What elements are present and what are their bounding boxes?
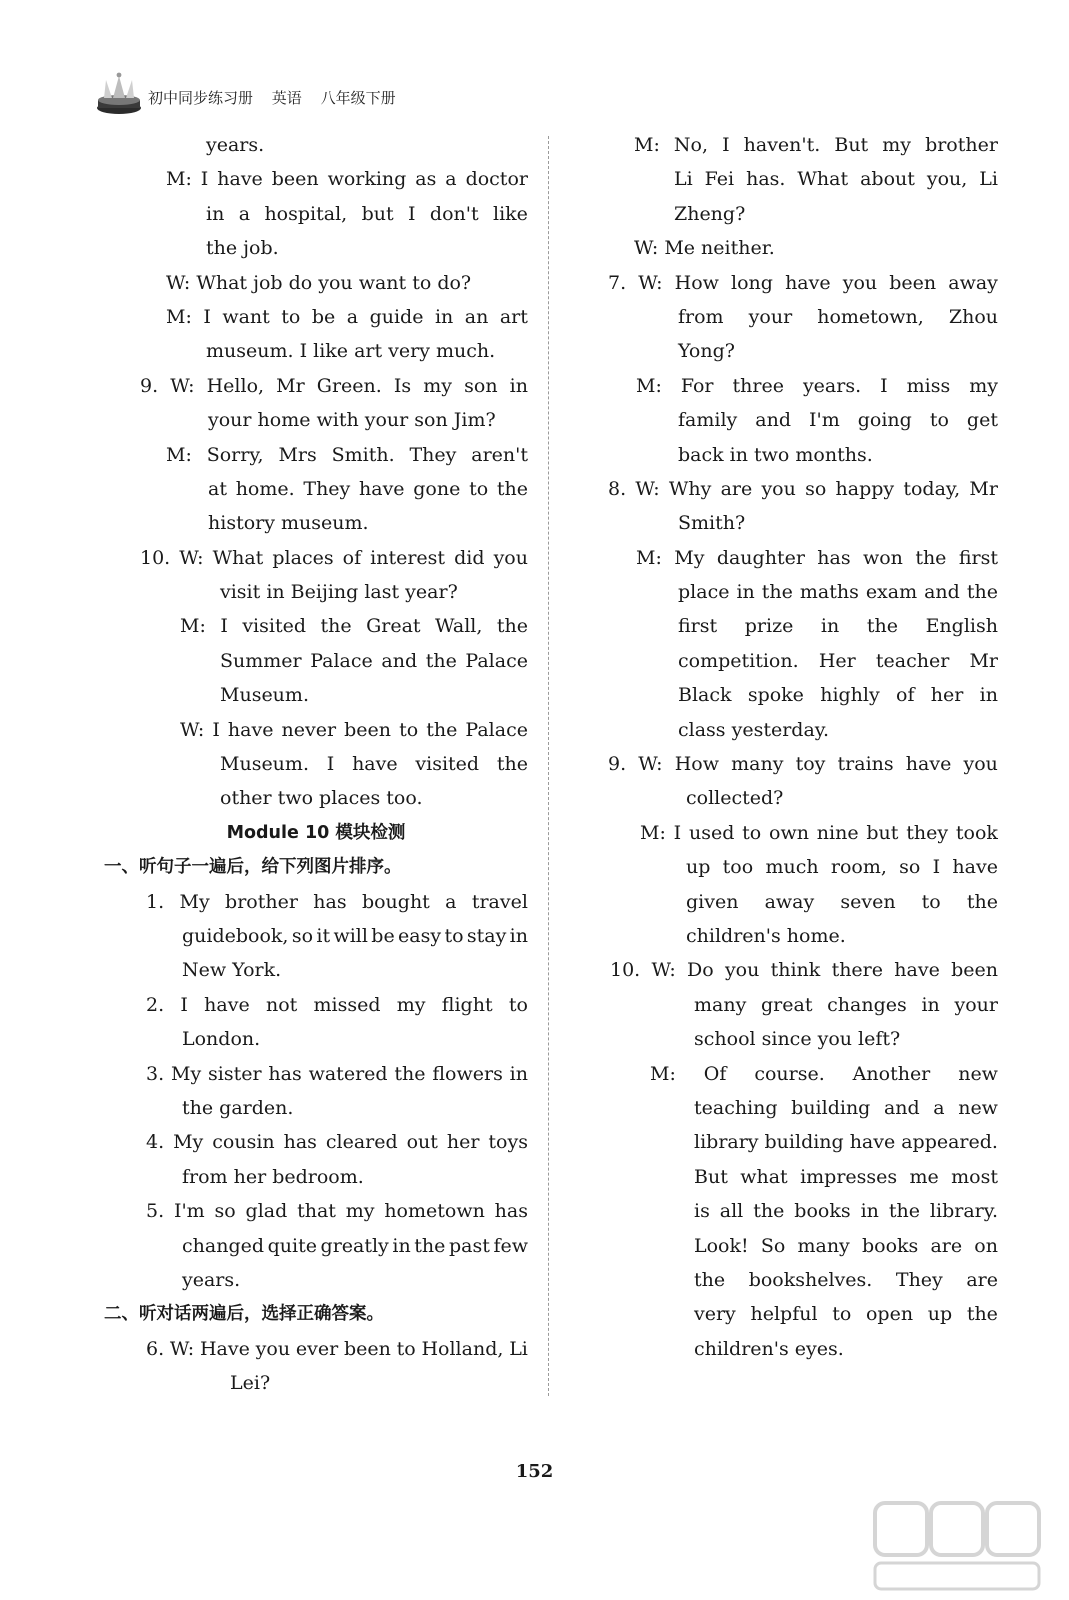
right-column-line: competition. Her teacher Mr [678,649,998,672]
right-column-line: school since you left? [694,1028,901,1051]
right-column-line: is all the books in the library. [694,1200,998,1223]
left-column-line: 1. My brother has bought a travel [146,890,528,913]
left-column-line: history museum. [208,512,369,535]
left-column-line: M: I have been working as a doctor [166,168,528,191]
left-column-line: London. [182,1028,261,1051]
right-column-line: M: Of course. Another new [650,1062,998,1085]
right-column-line: 10. W: Do you think there have been [610,959,998,982]
column-divider [548,136,549,1396]
right-column-line: M: I used to own nine but they took [640,821,998,844]
header-grade: 八年级下册 [320,89,396,107]
left-column-line: 4. My cousin has cleared out her toys [146,1131,528,1154]
page-number: 152 [515,1461,554,1482]
left-column-line: other two places too. [220,787,423,810]
left-column-line: Module 10 模块检测 [226,822,406,843]
right-column-line: the bookshelves. They are [694,1268,998,1291]
left-column-line: Museum. [220,684,309,707]
right-column-line: class yesterday. [678,718,830,741]
left-column-line: 一、听句子一遍后，给下列图片排序。 [104,857,402,878]
left-column-line: M: Sorry, Mrs Smith. They aren't [166,443,528,466]
left-column-line: 3. My sister has watered the flowers in [146,1062,528,1085]
left-column-line: M: I want to be a guide in an art [166,305,528,328]
page-header [96,70,456,118]
left-column-line: New York. [182,959,282,982]
book-logo-icon [96,70,142,116]
right-column-line: M: No, I haven't. But my brother [634,134,998,156]
left-column-line: visit in Beijing last year? [220,581,458,604]
left-column-line: 6. W: Have you ever been to Holland, Li [146,1337,528,1360]
left-column-line: at home. They have gone to the [208,477,528,500]
right-column-line: 9. W: How many toy trains have you [608,753,998,776]
right-column-line: teaching building and a new [694,1096,998,1119]
right-column-line: given away seven to the [686,890,998,913]
right-column-line: Yong? [678,340,735,363]
watermark-logo [855,1495,1055,1595]
right-column-line: family and I'm going to get [678,409,998,432]
left-column-line: the garden. [182,1096,294,1119]
header-subject: 英语 [271,89,302,107]
right-column-line: first prize in the English [678,615,998,638]
left-column [104,128,528,1400]
left-column-line: M: I visited the Great Wall, the [180,615,528,638]
left-column-line: guidebook, so it will be easy to stay in [182,924,528,947]
left-column-line: Summer Palace and the Palace [220,649,528,672]
header-text [148,87,410,108]
right-column-line: M: For three years. I miss my [636,374,998,397]
left-column-line: from her bedroom. [182,1165,364,1188]
right-column-line: Black spoke highly of her in [678,684,998,707]
left-column-line: years. [206,134,265,156]
right-column-line: M: My daughter has won the first [636,546,998,569]
right-column-line: Zheng? [674,202,746,225]
left-column-line: the job. [206,237,279,260]
left-column-line: 2. I have not missed my flight to [146,993,528,1016]
right-column-line: very helpful to open up the [694,1303,998,1326]
right-column-line: library building have appeared. [694,1131,998,1154]
left-column-line: 二、听对话两遍后，选择正确答案。 [104,1304,384,1325]
left-column-line: W: I have never been to the Palace [180,718,528,741]
left-column-line: museum. I like art very much. [206,340,496,363]
right-column-line: Smith? [678,512,746,535]
right-column-line: from your hometown, Zhou [678,305,998,328]
right-column-line: children's eyes. [694,1337,844,1360]
right-column-line: back in two months. [678,443,873,466]
left-column-line: 5. I'm so glad that my hometown has [146,1200,528,1223]
right-column-line: Look! So many books are on [694,1234,998,1257]
right-column-line: W: Me neither. [634,237,775,260]
right-column-line: Li Fei has. What about you, Li [674,168,998,191]
left-column-line: your home with your son Jim? [208,409,496,432]
right-column-line: But what impresses me most [694,1165,998,1188]
right-column-line: 7. W: How long have you been away [608,271,998,294]
right-column-line: children's home. [686,924,846,947]
right-column-line: collected? [686,787,784,810]
left-column-line: Lei? [230,1372,271,1395]
right-column-line: 8. W: Why are you so happy today, Mr [608,477,998,500]
left-column-line: W: What job do you want to do? [166,271,472,294]
right-column [600,128,998,1366]
header-book-title: 初中同步练习册 [148,89,254,107]
right-column-line: up too much room, so I have [686,856,998,879]
left-column-line: changed quite greatly in the past few [182,1234,528,1257]
left-column-line: in a hospital, but I don't like [206,202,528,225]
left-column-line: 9. W: Hello, Mr Green. Is my son in [140,374,528,397]
left-column-line: years. [182,1268,241,1291]
right-column-line: place in the maths exam and the [678,581,998,604]
right-column-line: many great changes in your [694,993,998,1016]
left-column-line: Museum. I have visited the [220,753,528,776]
left-column-line: 10. W: What places of interest did you [140,546,528,569]
